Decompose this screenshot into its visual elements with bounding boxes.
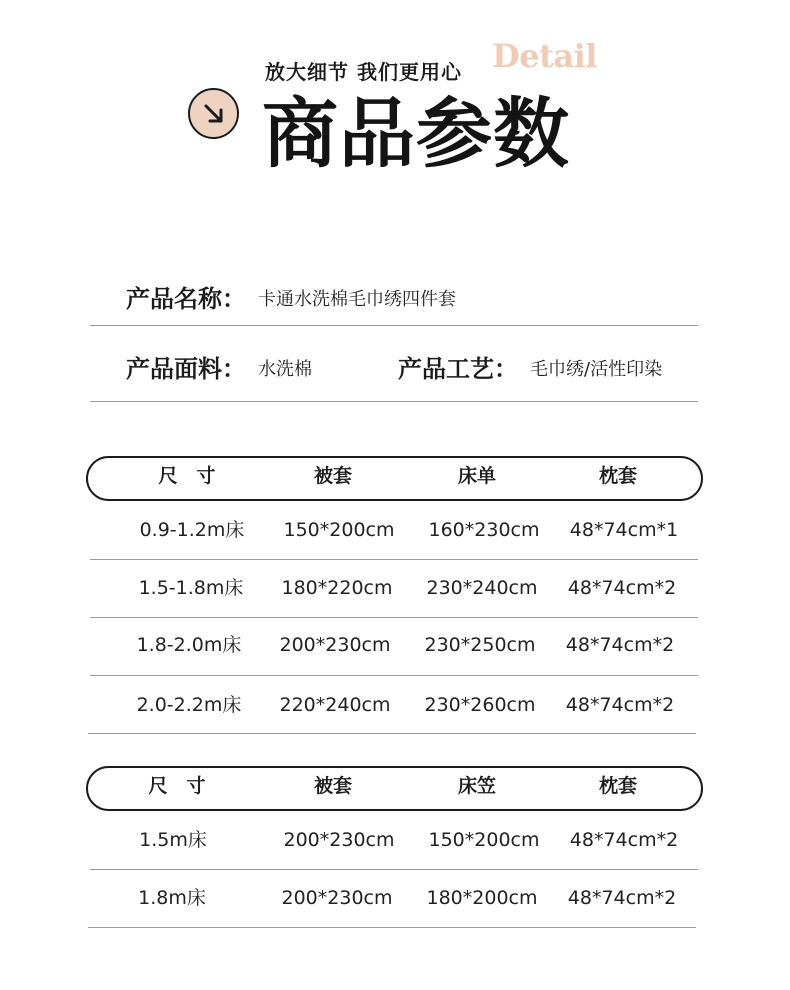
table1-header-size: 尺 寸 — [158, 465, 216, 487]
table-cell: 1.5m床 — [139, 829, 207, 851]
table1-header-duvet: 被套 — [313, 465, 353, 487]
table1-header-pillowcase: 枕套 — [598, 465, 638, 487]
table-cell: 220*240cm — [279, 694, 391, 716]
fabric-label: 产品面料： — [126, 355, 246, 383]
table-cell: 230*250cm — [424, 634, 536, 656]
table-cell: 1.5-1.8m床 — [138, 577, 244, 599]
table-cell: 200*230cm — [279, 634, 391, 656]
product-name-value: 卡通水洗棉毛巾绣四件套 — [258, 289, 456, 310]
table-cell: 230*260cm — [424, 694, 536, 716]
table-cell: 180*220cm — [281, 577, 393, 599]
table2-header-fitted-sheet: 床笠 — [457, 775, 497, 797]
table-cell: 48*74cm*1 — [569, 519, 679, 541]
table-cell: 48*74cm*2 — [565, 694, 675, 716]
table2-header-duvet: 被套 — [313, 775, 353, 797]
table-cell: 48*74cm*2 — [567, 577, 677, 599]
craft-label: 产品工艺： — [398, 355, 518, 383]
table-cell: 180*200cm — [426, 887, 538, 909]
table-cell: 200*230cm — [281, 887, 393, 909]
table-cell: 150*200cm — [428, 829, 540, 851]
table-cell: 160*230cm — [428, 519, 540, 541]
table2-header-size: 尺 寸 — [148, 775, 206, 797]
table-cell: 1.8m床 — [138, 887, 206, 909]
product-name-label: 产品名称： — [126, 285, 246, 313]
table2-header-pillowcase: 枕套 — [598, 775, 638, 797]
divider — [90, 325, 698, 326]
table-row-divider — [88, 927, 696, 928]
arrow-down-right-icon — [188, 88, 239, 139]
table-cell: 48*74cm*2 — [569, 829, 679, 851]
divider — [90, 401, 698, 402]
table-row-divider — [88, 733, 696, 734]
table-row-divider — [90, 675, 698, 676]
table-cell: 230*240cm — [426, 577, 538, 599]
table-cell: 200*230cm — [283, 829, 395, 851]
table-row-divider — [90, 869, 698, 870]
table-cell: 48*74cm*2 — [565, 634, 675, 656]
fabric-value: 水洗棉 — [258, 359, 312, 380]
table-cell: 1.8-2.0m床 — [136, 634, 242, 656]
table-row-divider — [90, 559, 698, 560]
table-row-divider — [90, 617, 698, 618]
table-cell: 48*74cm*2 — [567, 887, 677, 909]
page-title: 商品参数 — [262, 89, 570, 178]
craft-value: 毛巾绣/活性印染 — [530, 359, 663, 380]
table-cell: 150*200cm — [283, 519, 395, 541]
table1-header-sheet: 床单 — [457, 465, 497, 487]
detail-watermark: Detail — [492, 37, 597, 75]
header-subtitle: 放大细节 我们更用心 — [265, 60, 462, 84]
table-cell: 0.9-1.2m床 — [139, 519, 245, 541]
table-cell: 2.0-2.2m床 — [136, 694, 242, 716]
